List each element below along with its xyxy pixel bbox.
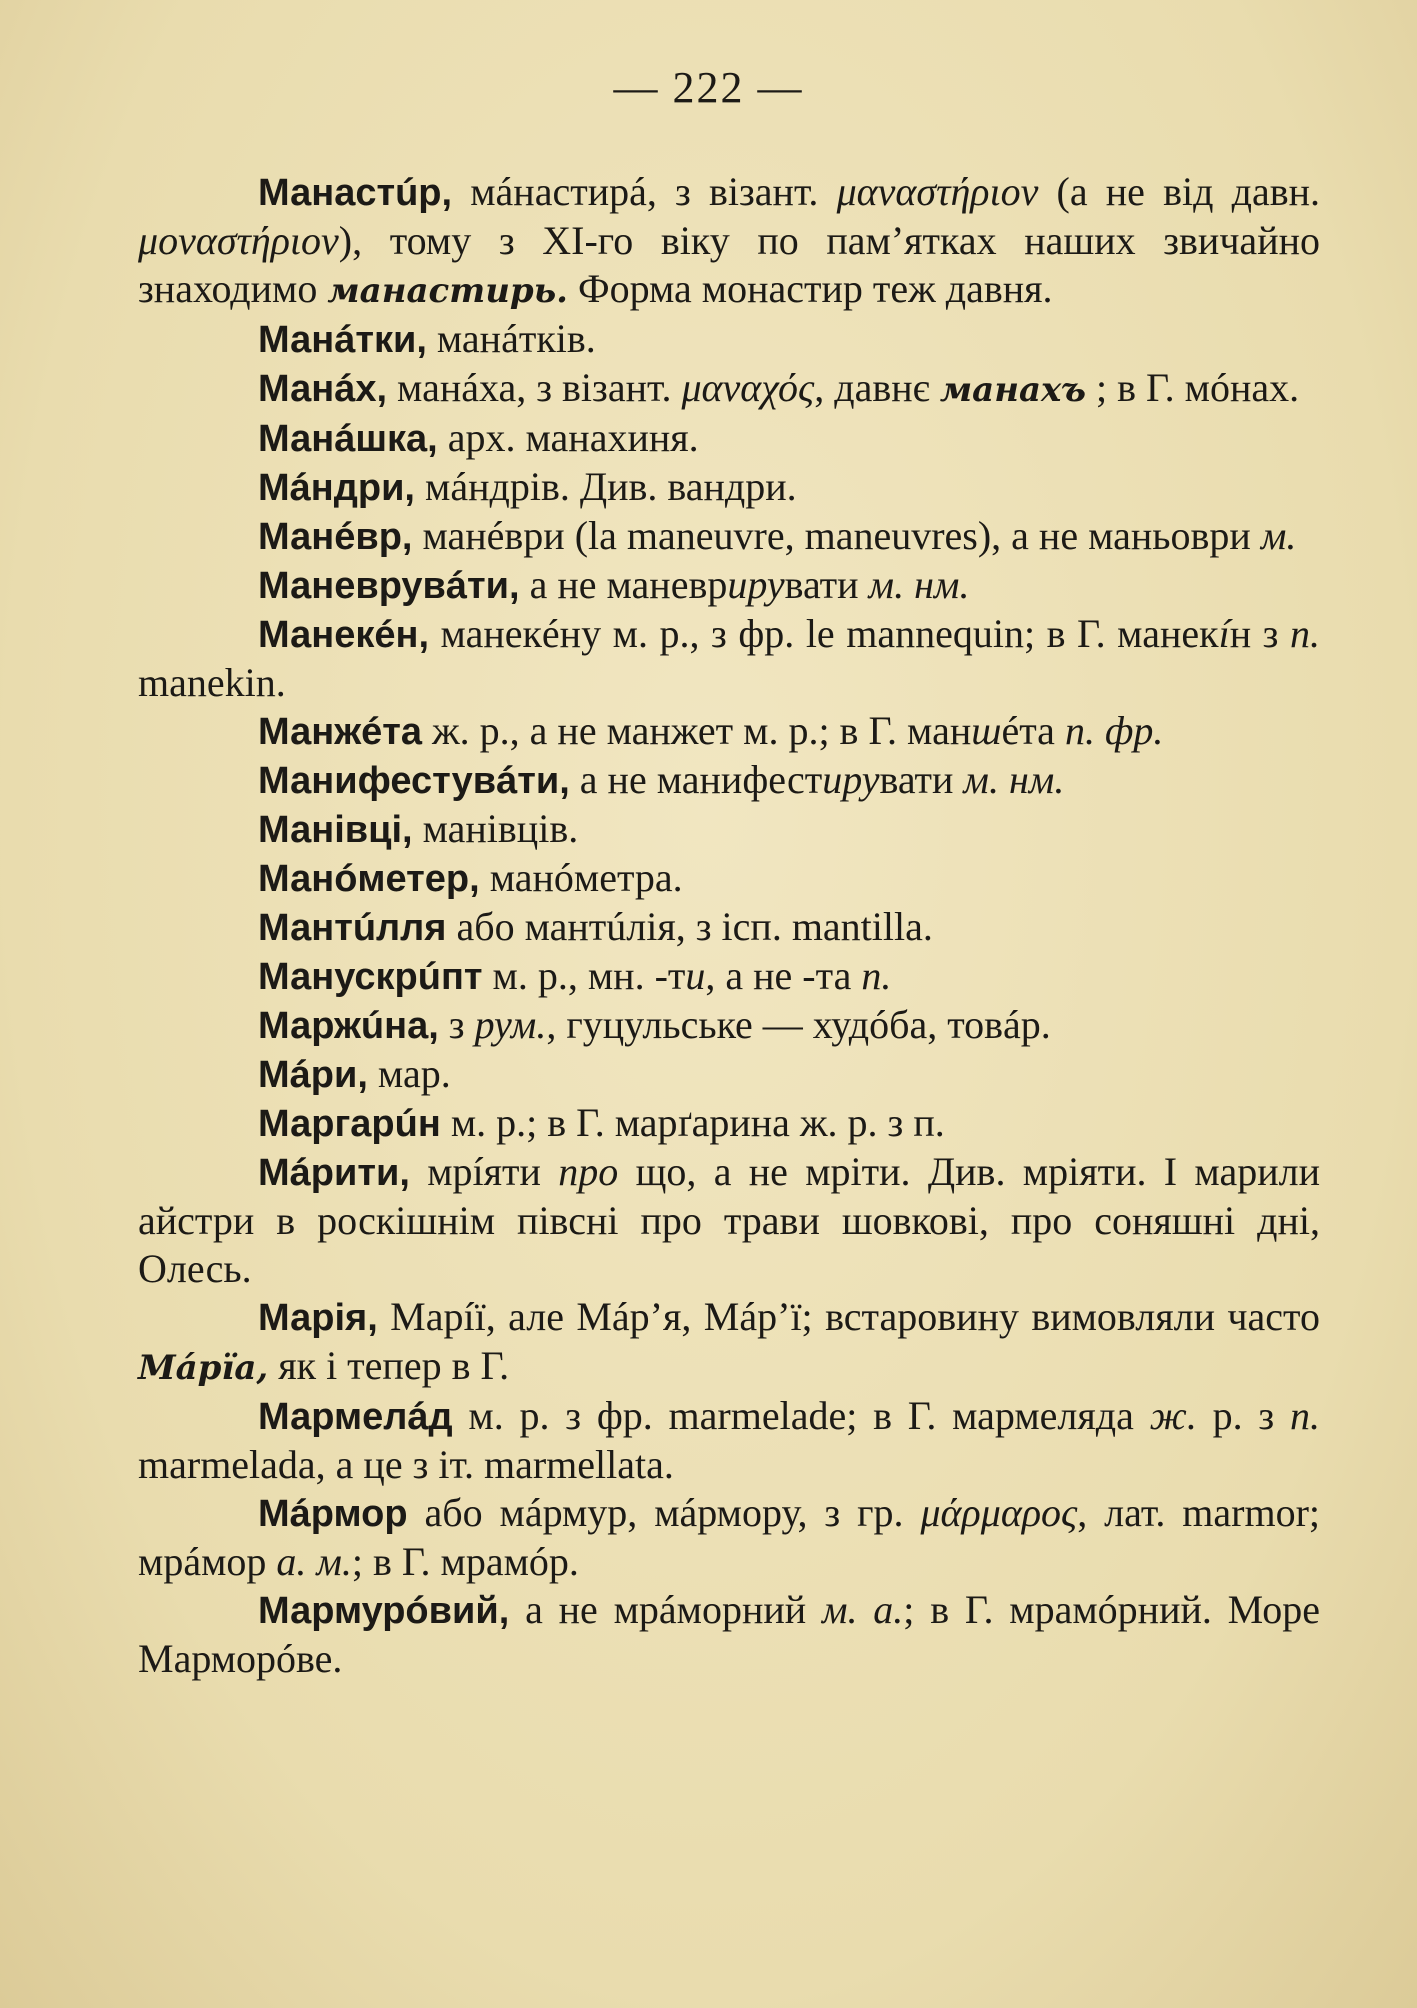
dictionary-entry: [138, 414, 1320, 463]
italic-text: μάρμαρος: [920, 1490, 1078, 1535]
entry-text: éта: [1001, 708, 1065, 753]
dictionary-entry: [138, 1001, 1320, 1050]
entry-text: манóметра.: [479, 855, 683, 900]
italic-text: и: [685, 953, 706, 998]
entry-headword: Мантúлля: [258, 907, 447, 949]
dictionary-entry: [138, 315, 1320, 364]
entry-headword: Мармелáд: [258, 1396, 453, 1438]
entry-text: , давнє: [814, 365, 940, 410]
dictionary-entry: [138, 1099, 1320, 1148]
entry-headword: Мáрити,: [258, 1152, 410, 1194]
dictionary-entry: [138, 1586, 1320, 1683]
entry-text: а не маневр: [519, 562, 728, 607]
dictionary-entry: [138, 952, 1320, 1001]
entry-headword: Манéвр,: [258, 516, 413, 558]
italic-text: а. м.: [276, 1539, 352, 1584]
entry-headword: Марія,: [258, 1297, 378, 1339]
entry-headword: Манифестувáти,: [258, 760, 570, 802]
old-script-text: Мáрїа,: [138, 1348, 269, 1388]
entry-headword: Мáндри,: [258, 467, 415, 509]
old-script-text: манастирь.: [327, 271, 568, 311]
dictionary-entry: [138, 854, 1320, 903]
entry-headword: Манáх,: [258, 368, 388, 410]
entry-text: а не манифест: [569, 757, 823, 802]
entry-text: , лат. marmor; мрáмор: [138, 1490, 1320, 1584]
dictionary-entry: [138, 561, 1320, 610]
entry-text: ; в Г. мрамóрний. Море Марморóве.: [138, 1587, 1320, 1681]
dictionary-entry: [138, 1050, 1320, 1099]
entry-headword: Манівці,: [258, 809, 413, 851]
entry-text: м. р. з фр. marmelade; в Г. мармеляда: [452, 1393, 1150, 1438]
italic-text: про: [558, 1149, 619, 1194]
italic-text: п.: [861, 953, 892, 998]
entry-text: а не мрáморний: [509, 1587, 822, 1632]
entry-headword: Манáтки,: [258, 319, 427, 361]
page-number: — 222 —: [613, 63, 804, 112]
italic-text: μαναχός: [681, 365, 815, 410]
entry-text: вати: [784, 562, 869, 607]
entry-text: мрíяти: [409, 1149, 559, 1194]
entry-text: з: [438, 1002, 475, 1047]
italic-text: μαναστήριον: [836, 169, 1039, 214]
entry-text: мар.: [367, 1051, 451, 1096]
entry-text: мáндрів. Див. вандри.: [415, 464, 797, 509]
dictionary-body: [138, 168, 1320, 1683]
entry-headword: Маргарúн: [258, 1103, 441, 1145]
dictionary-entry: [138, 805, 1320, 854]
entry-text: ; в Г. мрамóр.: [351, 1539, 579, 1584]
entry-text: Марíї, але Мáр’я, Мáр’ї; встаровину вимовляли часто: [377, 1294, 1320, 1339]
entry-text: манівців.: [412, 806, 579, 851]
italic-text: п.: [1290, 611, 1320, 656]
italic-text: м.: [1260, 513, 1297, 558]
entry-text: ; в Г. мóнах.: [1086, 365, 1300, 410]
entry-text: м. р., мн. -т: [482, 953, 686, 998]
entry-text: що, а не мріти. Див. мріяти. І марили айстри в роскішнім півсні про трави шовкові, про соняшні дні, Олесь.: [138, 1149, 1321, 1291]
dictionary-entry: [138, 364, 1320, 414]
entry-headword: Манóметер,: [258, 858, 480, 900]
entry-text: marmelada, а це з іт. marmellata.: [138, 1442, 674, 1487]
italic-text: м. нм.: [868, 562, 970, 607]
entry-headword: Манжéта: [258, 711, 423, 753]
italic-text: м. нм.: [963, 757, 1065, 802]
entry-text: манáха, з візант.: [387, 365, 682, 410]
dictionary-entry: [138, 903, 1320, 952]
entry-headword: Мáри,: [258, 1054, 368, 1096]
old-script-text: манахъ: [939, 370, 1087, 410]
entry-text: (а не від давн.: [1038, 169, 1321, 214]
italic-text: иру: [727, 562, 785, 607]
entry-text: н з: [1229, 611, 1290, 656]
italic-text: ж.: [1149, 1393, 1197, 1438]
entry-text: , гуцульське — худóба, товáр.: [546, 1002, 1051, 1047]
entry-text: як і тепер в Г.: [268, 1343, 510, 1388]
entry-headword: Мáрмор: [258, 1493, 408, 1535]
italic-text: иру: [822, 757, 880, 802]
entry-text: ), тому з XI-го віку по пам’ятках наших звичайно знаходимо: [138, 218, 1320, 311]
italic-text: п. фр.: [1064, 708, 1164, 753]
entry-text: ж. р., а не манжет м. р.; в Г. ман: [422, 708, 972, 753]
italic-text: μοναστήριον: [138, 218, 339, 263]
entry-headword: Манáшка,: [258, 418, 438, 460]
entry-headword: Мармурóвий,: [258, 1590, 510, 1632]
entry-text: р. з: [1196, 1393, 1290, 1438]
dictionary-entry: [138, 1293, 1320, 1392]
entry-text: арх. манахиня.: [437, 415, 699, 460]
entry-text: або мантúлія, з ісп. mantilla.: [446, 904, 933, 949]
entry-headword: Маневрувáти,: [258, 565, 520, 607]
entry-headword: Манастúр,: [258, 172, 453, 214]
entry-headword: Манускрúпт: [258, 956, 483, 998]
entry-text: м. р.; в Г. марґарина ж. р. з п.: [440, 1100, 945, 1145]
dictionary-entry: [138, 168, 1320, 315]
entry-text: мáнастирá, з візант.: [452, 169, 837, 214]
entry-text: , а не -та: [705, 953, 862, 998]
italic-text: п.: [1290, 1393, 1320, 1438]
entry-text: Форма монастир теж давня.: [567, 266, 1053, 311]
entry-text: вати: [879, 757, 964, 802]
dictionary-entry: [138, 756, 1320, 805]
italic-text: м. а.: [821, 1587, 904, 1632]
italic-text: í: [1218, 611, 1230, 656]
dictionary-entry: [138, 1489, 1320, 1586]
dictionary-entry: [138, 610, 1320, 707]
italic-text: рум.: [474, 1002, 547, 1047]
entry-headword: Маржúна,: [258, 1005, 439, 1047]
entry-headword: Манекéн,: [258, 614, 429, 656]
dictionary-entry: [138, 512, 1320, 561]
dictionary-entry: [138, 1392, 1320, 1489]
dictionary-entry: [138, 463, 1320, 512]
entry-text: манéври (la maneuvre, maneuvres), а не маньоври: [412, 513, 1261, 558]
dictionary-entry: [138, 707, 1320, 756]
entry-text: manekin.: [138, 660, 286, 705]
entry-text: манáтків.: [426, 316, 596, 361]
italic-text: ш: [971, 708, 1002, 753]
entry-text: або мáрмур, мáрмору, з гр.: [407, 1490, 921, 1535]
dictionary-entry: [138, 1148, 1320, 1293]
entry-text: манекéну м. р., з фр. le mannequin; в Г. манек: [429, 611, 1219, 656]
